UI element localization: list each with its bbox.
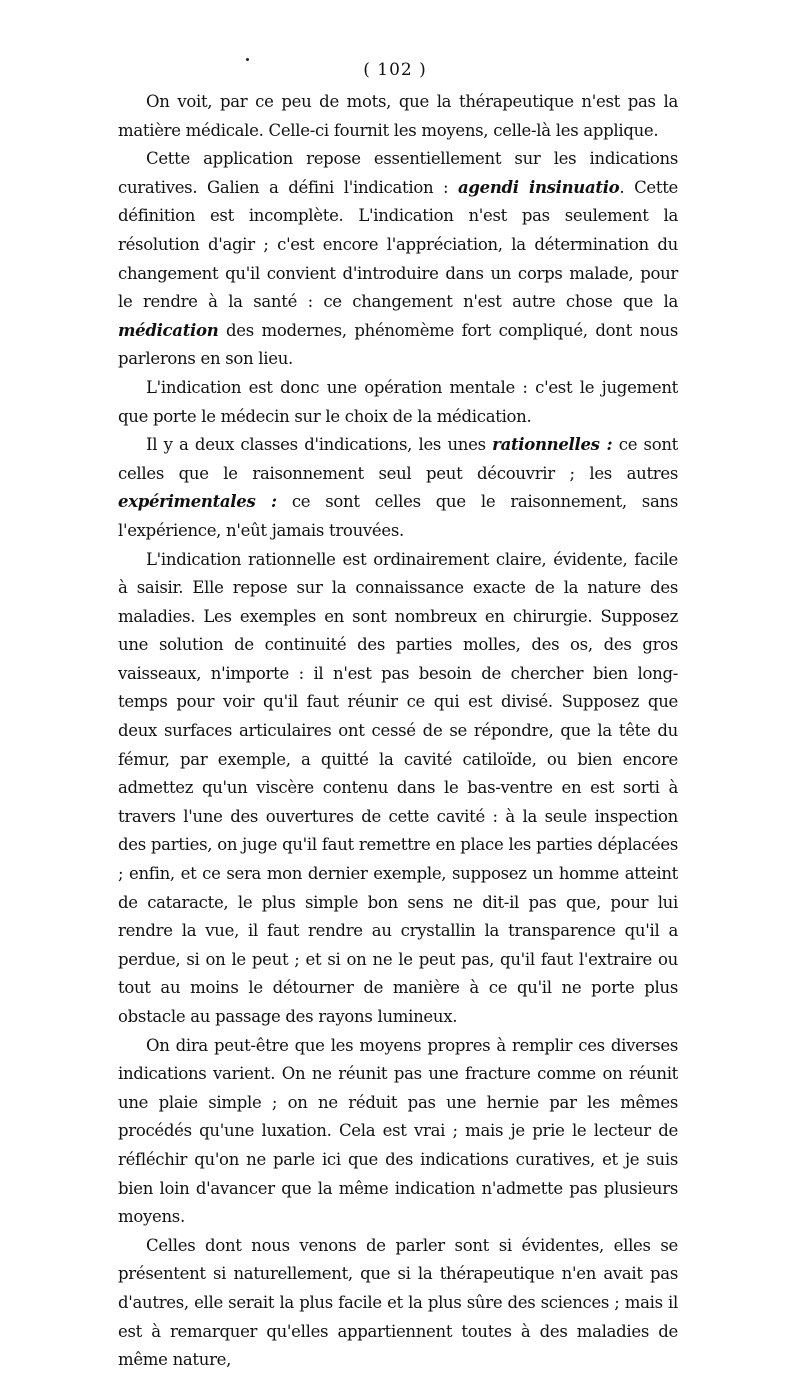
text-run: ce sont celles que le raisonnement, sans l'expérience, n'eût jamais trouvées. <box>118 492 678 540</box>
page-number: ( 102 ) <box>363 60 427 80</box>
paragraph-6 <box>118 1032 678 1232</box>
text-run: On voit, par ce peu de mots, que la thérapeutique n'est pas la matière médicale. Celle-ci fournit les moyens, celle-là les applique. <box>118 92 678 140</box>
text-run: Il y a deux classes d'indications, les unes <box>146 435 493 455</box>
paragraph-4 <box>118 431 678 545</box>
text-run: Cette application repose essentiellement sur les indications curatives. Galien a défini l'indication : <box>118 149 678 197</box>
text-run: L'indication est donc une opération mentale : c'est le jugement que porte le médecin sur le choix de la médication. <box>118 377 678 426</box>
text-run: ce sont celles que le raisonnement seul peut découvrir ; les autres <box>118 435 679 483</box>
italic-term: médication <box>118 320 219 340</box>
paragraph-1 <box>118 88 678 145</box>
text-run: L'indication rationnelle est ordinairement claire, évidente, facile à saisir. Elle repose sur la connaissance exacte de la nature des maladies. Les exemples en sont nombreux en chirurgie. Supposez une solution de continuité des parties molles, des os, des gros vaisseaux, n'importe : il n'est pas besoin de chercher bien long-temps pour voir qu'il faut réunir ce qui est divisé. Supposez que deux surfaces articulaires ont cessé de se répondre, que la tête du fémur, par exemple, a quitté la cavité catiloïde, ou bien encore admettez qu'un viscère contenu dans le bas-ventre en est sorti à travers l'une des ouvertures de cette cavité : à la seule inspection des parties, on juge qu'il faut remettre en place les parties déplacées ; enfin, et ce sera mon dernier exemple, supposez un homme atteint de cataracte, le plus simple bon sens ne dit-il pas que, pour lui rendre la vue, il faut rendre au crystallin la transparence qu'il a perdue, si on le peut ; et si on ne le peut pas, qu'il faut l'extraire ou tout au moins le détourner de manière à ce qu'il ne porte plus obstacle au passage des rayons lumineux. <box>118 549 678 1026</box>
book-page <box>118 52 678 1375</box>
text-run: Celles dont nous venons de parler sont si évidentes, elles se présentent si naturellement, que si la thérapeutique n'en avait pas d'autres, elle serait la plus facile et la plus sûre des sciences ; mais il est à remarquer qu'elles appartiennent toutes à des maladies de même nature, <box>118 1235 678 1370</box>
italic-term: agendi insinuatio <box>458 177 620 197</box>
text-run: On dira peut-être que les moyens propres à remplir ces diverses indications varient. On ne réunit pas une fracture comme on réunit une plaie simple ; on ne réduit pas une hernie par les mêmes procédés qu'une luxation. Cela est vrai ; mais je prie le lecteur de réfléchir qu'on ne parle ici que des indications curatives, et je suis bien loin d'avancer que la même indication n'admette pas plusieurs moyens. <box>118 1035 678 1227</box>
text-run: . Cette définition est incomplète. L'indication n'est pas seulement la résolution d'agir ; c'est encore l'appréciation, la détermination du changement qu'il convient d'introduire dans un corps malade, pour le rendre à la santé : ce changement n'est autre chose que la <box>118 177 678 312</box>
text-run: des modernes, phénomème fort compliqué, dont nous parlerons en son lieu. <box>118 320 678 369</box>
paragraph-3 <box>118 374 678 431</box>
paragraph-7 <box>118 1232 678 1375</box>
page-body <box>118 88 678 1375</box>
italic-term: rationnelles : <box>492 435 613 455</box>
italic-term: expérimentales : <box>118 492 277 512</box>
paragraph-2 <box>118 145 678 374</box>
paragraph-5 <box>118 546 678 1032</box>
